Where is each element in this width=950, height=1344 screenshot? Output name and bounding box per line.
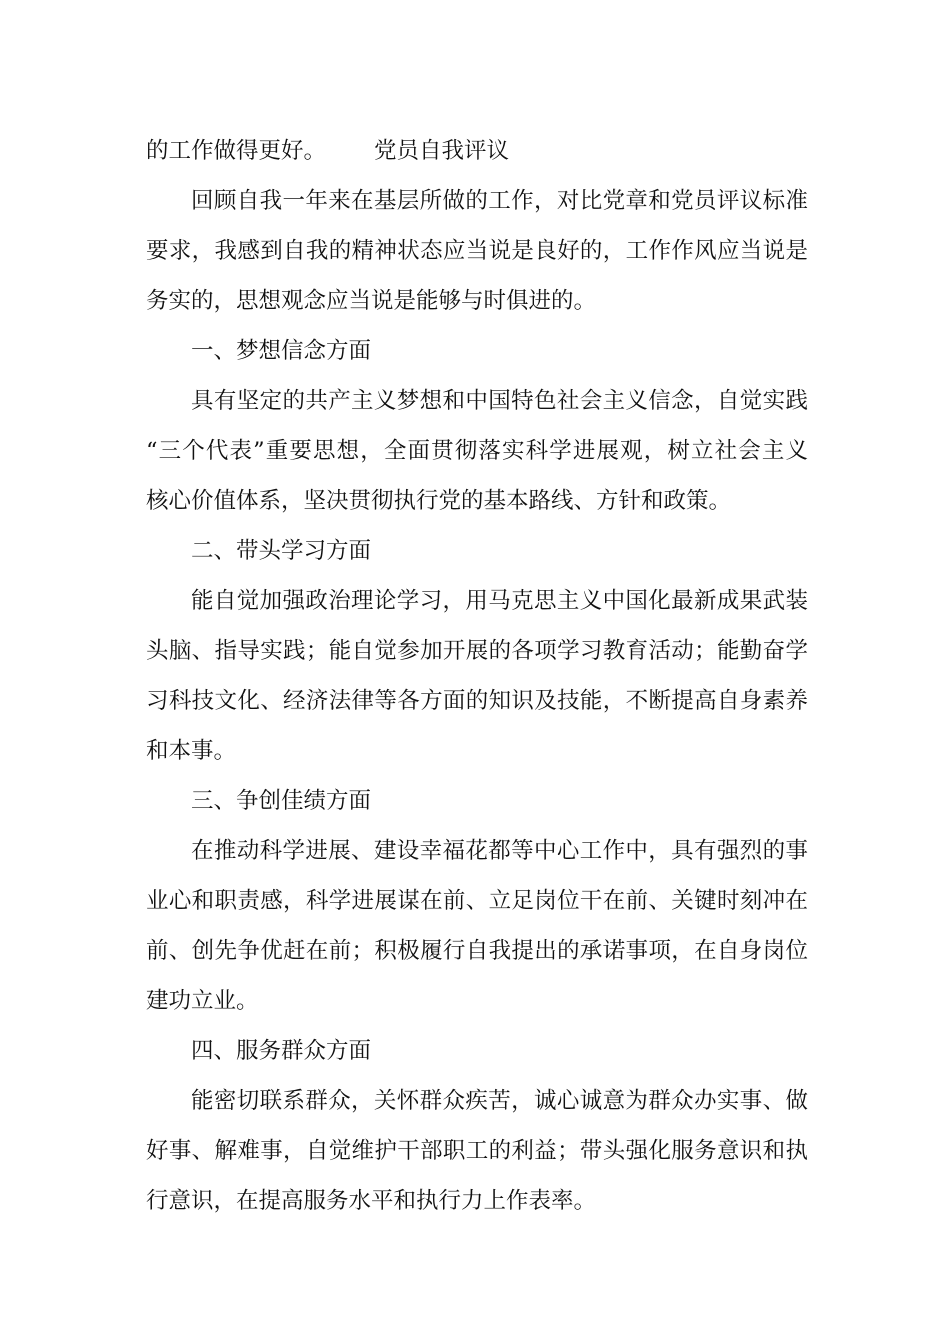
text-line: 行意识，在提高服务水平和执行力上作表率。: [146, 1188, 597, 1214]
section-heading: 四、服务群众方面: [191, 1038, 372, 1064]
text-line: 习科技文化、经济法律等各方面的知识及技能，不断提高自身素养: [146, 688, 808, 714]
section-heading: 二、带头学习方面: [191, 538, 372, 564]
text-line-continuation: [146, 126, 808, 176]
text-line: 回顾自我一年来在基层所做的工作，对比党章和党员评议标准: [191, 188, 808, 214]
text-line: 能密切联系群众，关怀群众疾苦，诚心诚意为群众办实事、做: [191, 1088, 808, 1114]
text-line: 头脑、指导实践；能自觉参加开展的各项学习教育活动；能勤奋学: [146, 638, 808, 664]
text-line: 在推动科学进展、建设幸福花都等中心工作中，具有强烈的事: [191, 838, 808, 864]
text-line: “三个代表”重要思想，全面贯彻落实科学进展观，树立社会主义: [146, 438, 808, 464]
text-line: 建功立业。: [146, 988, 259, 1014]
document-body: [146, 126, 808, 1226]
text-line: 业心和职责感，科学进展谋在前、立足岗位干在前、关键时刻冲在: [146, 888, 808, 914]
text-line: 能自觉加强政治理论学习，用马克思主义中国化最新成果武装: [191, 588, 808, 614]
text-line: 好事、解难事，自觉维护干部职工的利益；带头强化服务意识和执: [146, 1138, 808, 1164]
section-title: 党员自我评议: [374, 138, 510, 164]
text-line: 要求，我感到自我的精神状态应当说是良好的，工作作风应当说是: [146, 238, 808, 264]
section-heading: 三、争创佳绩方面: [191, 788, 372, 814]
text-line: 前、创先争优赶在前；积极履行自我提出的承诺事项，在自身岗位: [146, 938, 808, 964]
paragraph-ending-text: 的工作做得更好。: [146, 138, 327, 164]
text-line: 核心价值体系，坚决贯彻执行党的基本路线、方针和政策。: [146, 488, 732, 514]
text-line: 和本事。: [146, 738, 237, 764]
text-line: 务实的，思想观念应当说是能够与时俱进的。: [146, 288, 597, 314]
text-line: 具有坚定的共产主义梦想和中国特色社会主义信念，自觉实践: [191, 388, 808, 414]
section-heading: 一、梦想信念方面: [191, 338, 372, 364]
